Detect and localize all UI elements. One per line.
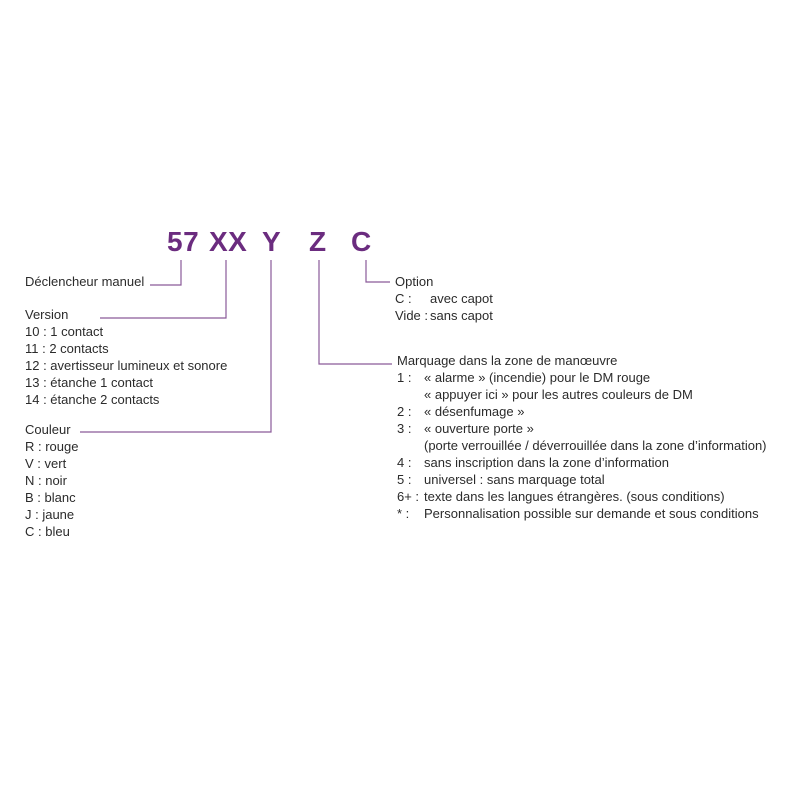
code-marking: Z bbox=[309, 226, 327, 257]
code-color: Y bbox=[262, 226, 282, 257]
couleur-item: J : jaune bbox=[25, 507, 75, 522]
marquage-list bbox=[397, 369, 767, 522]
marquage-item bbox=[397, 454, 767, 471]
marquage-key: 5 : bbox=[397, 472, 412, 487]
version-item: 14 : étanche 2 contacts bbox=[25, 392, 160, 407]
option-text: avec capot bbox=[430, 291, 493, 306]
declencheur-label: Déclencheur manuel bbox=[25, 274, 145, 289]
couleur-item: N : noir bbox=[25, 473, 67, 488]
marquage-item bbox=[397, 420, 767, 437]
version-title: Version bbox=[25, 307, 69, 322]
option-key: C : bbox=[395, 291, 412, 306]
marquage-key: 3 : bbox=[397, 421, 412, 436]
version-item: 13 : étanche 1 contact bbox=[25, 375, 153, 390]
marquage-text: « appuyer ici » pour les autres couleurs de DM bbox=[424, 387, 693, 402]
code-version: XX bbox=[209, 226, 248, 257]
marquage-key: 1 : bbox=[397, 370, 412, 385]
marquage-item bbox=[397, 505, 767, 522]
code-base: 57 bbox=[167, 226, 200, 257]
option-text: sans capot bbox=[430, 308, 493, 323]
couleur-item: C : bleu bbox=[25, 524, 70, 539]
connector-base bbox=[150, 260, 181, 285]
marquage-item bbox=[397, 386, 767, 403]
marquage-text: (porte verrouillée / déverrouillée dans la zone d’information) bbox=[424, 438, 767, 453]
marquage-item bbox=[397, 369, 767, 386]
marquage-text: texte dans les langues étrangères. (sous conditions) bbox=[424, 489, 725, 504]
connector-option bbox=[366, 260, 390, 282]
marquage-item bbox=[397, 437, 767, 454]
connector-marking bbox=[319, 260, 392, 364]
version-list bbox=[25, 323, 227, 408]
option-title: Option bbox=[395, 274, 434, 289]
option-key: Vide : bbox=[395, 308, 429, 323]
couleur-item: B : blanc bbox=[25, 490, 76, 505]
couleur-title: Couleur bbox=[25, 422, 71, 437]
marquage-key bbox=[397, 386, 424, 403]
marquage-key bbox=[397, 437, 424, 454]
marquage-key: 4 : bbox=[397, 455, 412, 470]
couleur-item: R : rouge bbox=[25, 439, 79, 454]
marquage-key: 6+ : bbox=[397, 489, 420, 504]
marquage-title: Marquage dans la zone de manœuvre bbox=[397, 353, 618, 368]
marquage-key: * : bbox=[397, 506, 410, 521]
version-item: 10 : 1 contact bbox=[25, 324, 104, 339]
option-item bbox=[395, 307, 493, 324]
marquage-item bbox=[397, 471, 767, 488]
version-item: 12 : avertisseur lumineux et sonore bbox=[25, 358, 228, 373]
code-option: C bbox=[351, 226, 372, 257]
marquage-item bbox=[397, 488, 767, 505]
couleur-item: V : vert bbox=[25, 456, 67, 471]
version-item: 11 : 2 contacts bbox=[25, 341, 109, 356]
marquage-text: universel : sans marquage total bbox=[424, 472, 605, 487]
marquage-text: « alarme » (incendie) pour le DM rouge bbox=[424, 370, 651, 385]
marquage-item bbox=[397, 403, 767, 420]
option-item bbox=[395, 290, 493, 307]
marquage-text: « ouverture porte » bbox=[424, 421, 534, 436]
marquage-text: Personnalisation possible sur demande et sous conditions bbox=[424, 506, 759, 521]
couleur-list bbox=[25, 438, 78, 540]
marquage-text: « désenfumage » bbox=[424, 404, 525, 419]
marquage-text: sans inscription dans la zone d’information bbox=[424, 455, 669, 470]
marquage-key: 2 : bbox=[397, 404, 412, 419]
option-list bbox=[395, 290, 493, 324]
